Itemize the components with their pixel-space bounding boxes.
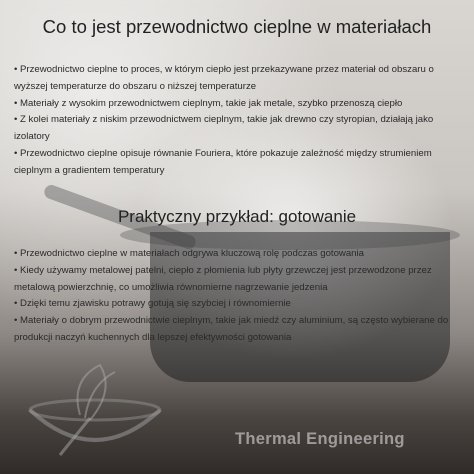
whisk-bowl-icon (20, 360, 170, 460)
list-item: • Dzięki temu zjawisku potrawy gotują się szybciej i równomiernie (14, 298, 291, 310)
list-item: • Z kolei materiały z niskim przewodnictwem cieplnym, takie jak drewno czy styropian, działają jako izolatory (14, 114, 434, 143)
watermark: Thermal Engineering (235, 430, 405, 448)
definition-list (14, 62, 464, 180)
list-item: • Przewodnictwo cieplne w materiałach odgrywa kluczową rolę podczas gotowania (14, 248, 364, 259)
list-item: • Kiedy używamy metalowej patelni, ciepło z płomienia lub płyty grzewczej jest przewodzone przez metalową powierzchnię, co umożliwia równomierne nagrzewanie jedzenia (14, 264, 432, 293)
list-item: • Przewodnictwo cieplne to proces, w którym ciepło jest przekazywane przez materiał od obszaru o wyższej temperaturze do obszaru o niższej temperaturze (14, 64, 434, 92)
list-item: • Materiały o dobrym przewodnictwie cieplnym, takie jak miedź czy aluminium, są często wybierane do produkcji naczyń kuchennych dla lepszej efektywności gotowania (14, 315, 449, 343)
example-list (14, 246, 464, 347)
list-item: • Przewodnictwo cieplne opisuje równanie Fouriera, które pokazuje zależność między strumieniem cieplnym a gradientem temperatury (14, 147, 432, 176)
list-item: • Materiały z wysokim przewodnictwem cieplnym, takie jak metale, szybko przenoszą ciepło (14, 97, 403, 109)
page-title: Co to jest przewodnictwo cieplne w materiałach (42, 16, 432, 37)
section-title: Praktyczny przykład: gotowanie (117, 207, 357, 226)
